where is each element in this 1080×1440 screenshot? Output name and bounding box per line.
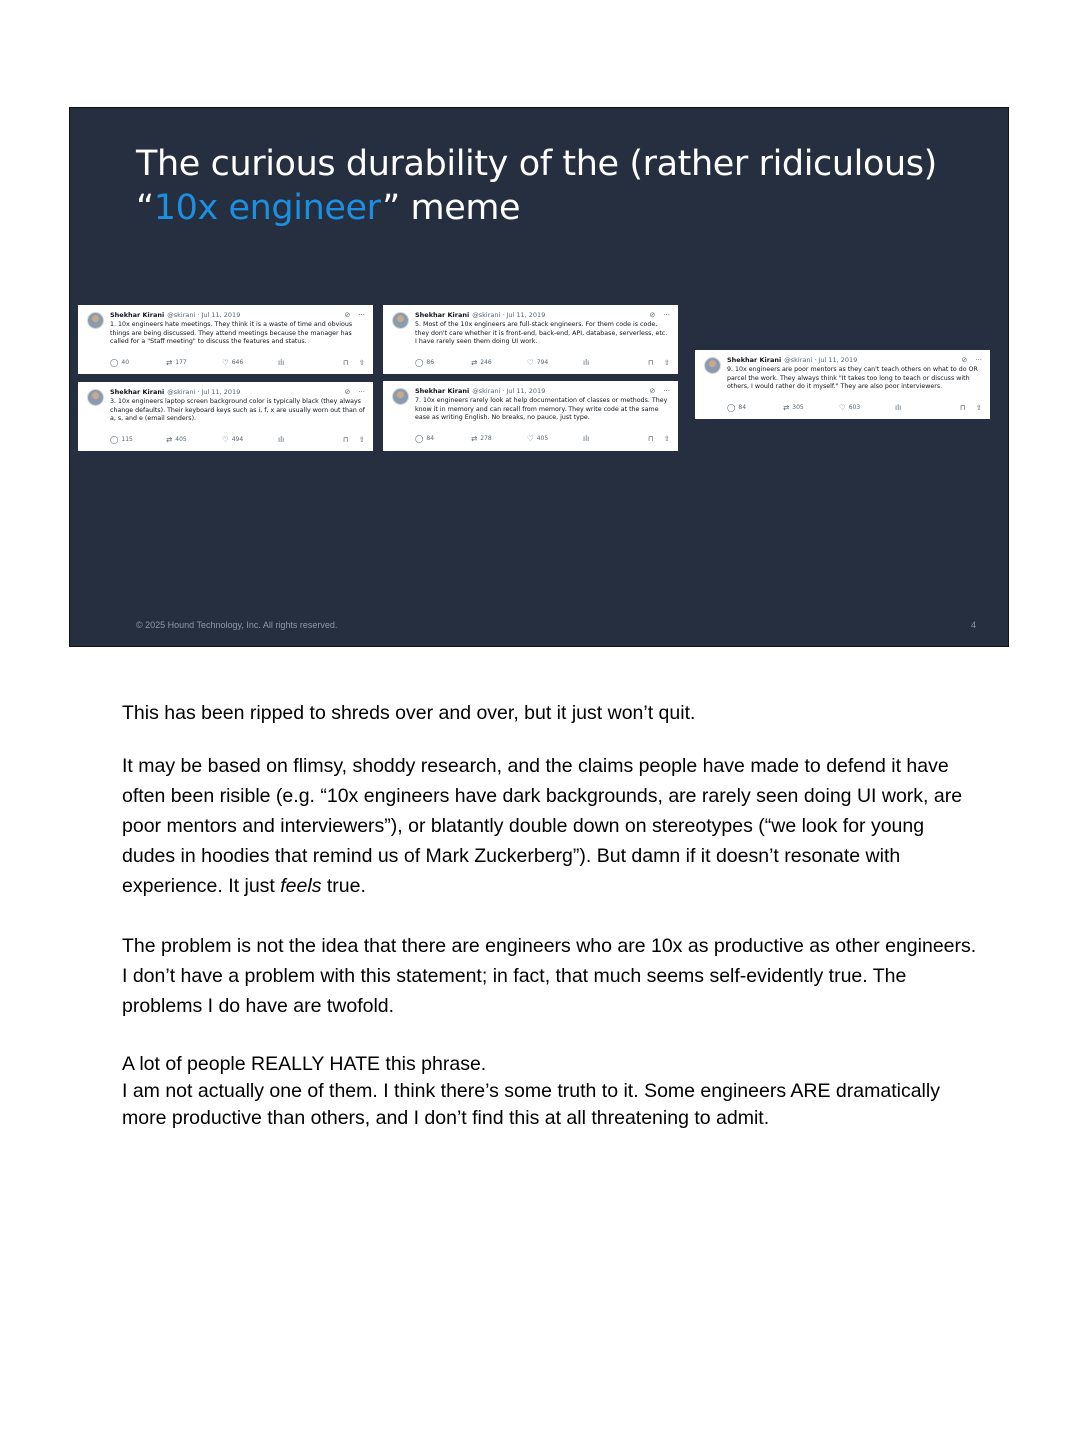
grok-icon: ⊘ bbox=[344, 311, 351, 319]
retweet-icon: ⇄ bbox=[471, 434, 478, 443]
like-icon: ♡ bbox=[222, 435, 229, 444]
views-icon: ılı bbox=[583, 434, 590, 443]
reply-icon: ◯ bbox=[415, 358, 424, 367]
bookmark-icon: ⊓ bbox=[342, 435, 349, 444]
like-icon: ♡ bbox=[222, 358, 229, 367]
like-count: 405 bbox=[536, 435, 549, 442]
notes-paragraph-3: The problem is not the idea that there are engineers who are 10x as productive as other engineers. I don’t have a problem with this statement; in fact, that much seems self-evidently true. The problems I do have are twofold. bbox=[122, 935, 977, 1017]
grok-icon: ⊘ bbox=[344, 388, 351, 396]
like-count: 494 bbox=[231, 436, 244, 443]
slide-footer: © 2025 Hound Technology, Inc. All rights reserved. bbox=[136, 620, 338, 630]
bookmark-icon: ⊓ bbox=[647, 358, 654, 367]
tweet-handle: @skirani · Jul 11, 2019 bbox=[784, 356, 858, 364]
slide-page-number: 4 bbox=[970, 620, 976, 630]
tweet-card bbox=[383, 381, 678, 451]
bookmark-icon: ⊓ bbox=[342, 358, 349, 367]
tweet-author: Shekhar Kirani bbox=[110, 311, 165, 319]
notes-paragraph-4-line1: A lot of people REALLY HATE this phrase. bbox=[122, 1053, 487, 1075]
reply-count: 84 bbox=[738, 404, 747, 411]
notes-paragraph-2-end: true. bbox=[321, 875, 366, 897]
more-icon: ··· bbox=[663, 387, 670, 395]
avatar bbox=[392, 388, 409, 405]
share-icon: ⇧ bbox=[358, 435, 365, 444]
slide-title-close: ” meme bbox=[382, 188, 521, 228]
tweet-author: Shekhar Kirani bbox=[727, 356, 782, 364]
more-icon: ··· bbox=[358, 311, 365, 319]
like-icon: ♡ bbox=[527, 434, 534, 443]
notes-paragraph-2 bbox=[122, 751, 982, 901]
slide bbox=[69, 107, 1009, 647]
reply-icon: ◯ bbox=[110, 358, 119, 367]
bookmark-icon: ⊓ bbox=[647, 434, 654, 443]
share-icon: ⇧ bbox=[663, 358, 670, 367]
reply-icon: ◯ bbox=[110, 435, 119, 444]
speaker-notes bbox=[122, 698, 982, 1132]
notes-paragraph-2-text: It may be based on flimsy, shoddy research, and the claims people have made to defend it have often been risible (e.g. “10x engineers have dark backgrounds, are rarely seen doing UI work, are poor mentors and interviewers”), or blatantly double down on stereotypes (“we look for young dudes in hoodies that remind us of Mark Zuckerberg”). But damn if it doesn’t resonate with experience. It just bbox=[122, 755, 963, 897]
views-icon: ılı bbox=[583, 358, 590, 367]
avatar bbox=[87, 312, 104, 329]
tweet-card bbox=[78, 382, 373, 451]
retweet-count: 278 bbox=[480, 435, 492, 442]
tweet-text: 1. 10x engineers hate meetings. They think it is a waste of time and obvious things are being discussed. They attend meetings because the manager has called for a "Staff meeting" to discuss the features and status. bbox=[110, 321, 353, 346]
reply-count: 40 bbox=[121, 359, 130, 366]
slide-title-line1: The curious durability of the (rather ridiculous) bbox=[136, 144, 937, 184]
views-icon: ılı bbox=[278, 435, 285, 444]
grok-icon: ⊘ bbox=[649, 387, 656, 395]
tweet-card bbox=[78, 305, 373, 374]
like-count: 646 bbox=[231, 359, 244, 366]
avatar bbox=[87, 389, 104, 406]
tweet-handle: @skirani · Jul 11, 2019 bbox=[167, 388, 241, 396]
tweet-text: 9. 10x engineers are poor mentors as they can't teach others on what to do OR parcel the work. They always think "It takes too long to teach or discuss with others, I would rather do it myself." They are also poor interviewers. bbox=[727, 366, 978, 391]
tweet-card bbox=[383, 305, 678, 374]
tweet-text: 3. 10x engineers laptop screen background color is typically black (they always change defaults). Their keyboard keys such as i, f, x are usually worn out than of a, s, and e (email senders). bbox=[110, 398, 365, 423]
retweet-count: 246 bbox=[480, 359, 492, 366]
like-icon: ♡ bbox=[839, 403, 846, 412]
retweet-icon: ⇄ bbox=[783, 403, 790, 412]
tweet-handle: @skirani · Jul 11, 2019 bbox=[472, 311, 546, 319]
reply-count: 86 bbox=[426, 359, 435, 366]
slide-title-open-quote: “ bbox=[136, 188, 154, 228]
share-icon: ⇧ bbox=[975, 403, 982, 412]
grok-icon: ⊘ bbox=[961, 356, 968, 364]
retweet-icon: ⇄ bbox=[166, 358, 173, 367]
retweet-count: 405 bbox=[175, 436, 187, 443]
more-icon: ··· bbox=[663, 311, 670, 319]
more-icon: ··· bbox=[358, 388, 365, 396]
notes-paragraph-4-line2: I am not actually one of them. I think there’s some truth to it. Some engineers ARE dramatically more productive than others, and I don’t find this at all threatening to admit. bbox=[122, 1080, 940, 1129]
retweet-icon: ⇄ bbox=[471, 358, 478, 367]
like-count: 603 bbox=[848, 404, 861, 411]
slide-title bbox=[136, 142, 937, 230]
avatar bbox=[392, 312, 409, 329]
tweet-text: 5. Most of the 10x engineers are full-stack engineers. For them code is code, they don't care whether it is front-end, back-end, API, database, serverless, etc. I have rarely seen them doing UI work. bbox=[415, 321, 668, 346]
retweet-count: 305 bbox=[792, 404, 804, 411]
reply-icon: ◯ bbox=[727, 403, 736, 412]
share-icon: ⇧ bbox=[663, 434, 670, 443]
reply-count: 84 bbox=[426, 435, 435, 442]
tweet-text: 7. 10x engineers rarely look at help documentation of classes or methods. They know it in memory and can recall from memory. They write code at the same ease as writing English. No breaks, no pauce, just type. bbox=[415, 397, 668, 422]
tweet-author: Shekhar Kirani bbox=[415, 311, 470, 319]
like-icon: ♡ bbox=[527, 358, 534, 367]
tweet-handle: @skirani · Jul 11, 2019 bbox=[472, 387, 546, 395]
retweet-count: 177 bbox=[175, 359, 187, 366]
reply-count: 115 bbox=[121, 436, 133, 443]
avatar bbox=[704, 357, 721, 374]
tweet-author: Shekhar Kirani bbox=[415, 387, 470, 395]
views-icon: ılı bbox=[278, 358, 285, 367]
grok-icon: ⊘ bbox=[649, 311, 656, 319]
bookmark-icon: ⊓ bbox=[959, 403, 966, 412]
tweet-handle: @skirani · Jul 11, 2019 bbox=[167, 311, 241, 319]
share-icon: ⇧ bbox=[358, 358, 365, 367]
views-icon: ılı bbox=[895, 403, 902, 412]
retweet-icon: ⇄ bbox=[166, 435, 173, 444]
reply-icon: ◯ bbox=[415, 434, 424, 443]
notes-paragraph-1: This has been ripped to shreds over and over, but it just won’t quit. bbox=[122, 702, 696, 724]
like-count: 794 bbox=[536, 359, 549, 366]
slide-title-highlight: 10x engineer bbox=[153, 188, 383, 228]
notes-paragraph-2-emphasis: feels bbox=[280, 875, 322, 897]
more-icon: ··· bbox=[975, 356, 982, 364]
tweet-author: Shekhar Kirani bbox=[110, 388, 165, 396]
tweet-card bbox=[695, 350, 990, 419]
